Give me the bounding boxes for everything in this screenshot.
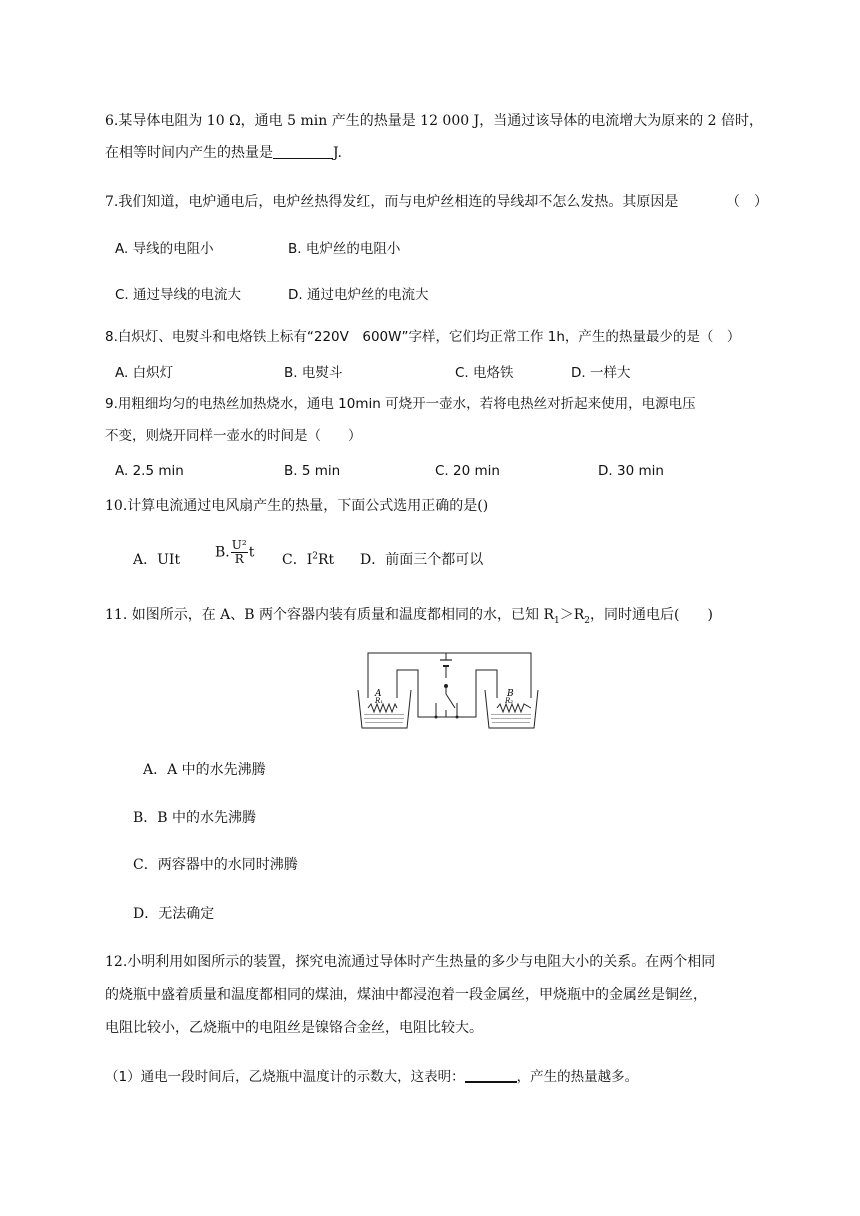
figure-label-r1: R₁ [375,697,384,705]
q12-sub1 [105,1067,638,1087]
q10-option-b[interactable] [215,539,254,566]
q6-unit: J. [333,145,342,161]
q10-option-d[interactable]: D．前面三个都可以 [360,552,484,568]
q10-option-b-t: t [248,544,255,561]
q10-fraction-denominator: R [234,552,244,566]
q8-stem: 8.白炽灯、电熨斗和电烙铁上标有“220V 600W”字样，它们均正常工作 1h，产生的热量最少的是（ ） [105,329,741,345]
q12-sub1-text: （1）通电一段时间后，乙烧瓶中温度计的示数大，这表明： [105,1069,465,1085]
q10-option-c-rt: Rt [317,552,335,568]
q12-line1: 12.小明利用如图所示的装置，探究电流通过导体时产生热量的多少与电阻大小的关系。在两个相同 [105,954,716,970]
q8-option-b[interactable]: B. 电熨斗 [284,365,343,381]
q7-answer-paren[interactable]: （ ） [726,194,768,210]
q11-option-b[interactable]: B．B 中的水先沸腾 [133,810,257,826]
figure-label-a: A [375,689,382,699]
q7-option-d[interactable]: D. 通过电炉丝的电流大 [288,287,429,303]
q8-option-a[interactable]: A. 白炽灯 [115,365,174,381]
q10-option-a[interactable]: A．UIt [133,552,181,568]
q11-option-a[interactable]: A．A 中的水先沸腾 [143,762,266,778]
switch-pivot [444,684,448,688]
q10-fraction-numerator: U² [231,538,247,552]
q10-stem: 10.计算电流通过电风扇产生的热量，下面公式选用正确的是() [105,498,489,514]
q6-line2 [105,143,342,163]
q8-option-d[interactable]: D. 一样大 [571,365,631,381]
q9-option-c[interactable]: C. 20 min [435,463,500,479]
q8-option-c[interactable]: C. 电烙铁 [455,365,514,381]
q12-line2: 的烧瓶中盛着质量和温度都相同的煤油，煤油中都浸泡着一段金属丝，甲烧瓶中的金属丝是铜丝， [105,987,707,1003]
q9-option-d[interactable]: D. 30 min [598,463,664,479]
q11-sub2: 2 [584,615,591,626]
figure-label-b: B [507,689,514,699]
q7-option-a[interactable]: A. 导线的电阻小 [115,241,214,257]
q9-option-a[interactable]: A. 2.5 min [115,463,184,479]
q11-stem-post: ，同时通电后( ) [590,607,713,623]
q10-option-b-letter: B. [215,544,230,561]
q6-line1: 6.某导体电阻为 10 Ω，通电 5 min 产生的热量是 12 000 J，当通过该导体的电流增大为原来的 2 倍时， [105,113,764,129]
q6-line2-text: 在相等时间内产生的热量是 [105,145,273,161]
q9-line2: 不变，则烧开同样一壶水的时间是（ ） [105,428,362,444]
q9-line1: 9.用粗细均匀的电热丝加热烧水，通电 10min 可烧开一壶水，若将电热丝对折起来使用，电源电压 [105,396,696,412]
q10-option-c[interactable] [282,549,334,569]
q6-answer-blank[interactable] [273,144,333,159]
q11-stem [105,605,713,631]
water-dots [364,714,531,723]
circuit-diagram [355,648,545,732]
q7-option-c[interactable]: C. 通过导线的电流大 [115,287,242,303]
q10-option-c-sup: 2 [312,551,318,562]
q12-answer-blank[interactable] [465,1067,517,1083]
q12-sub1-tail: ，产生的热量越多。 [516,1069,639,1085]
q10-fraction [231,539,248,566]
q11-option-c[interactable]: C．两容器中的水同时沸腾 [133,857,298,873]
q11-option-d[interactable]: D．无法确定 [133,906,215,922]
q11-stem-pre: 11. 如图所示，在 A、B 两个容器内装有质量和温度都相同的水，已知 R [105,607,555,623]
q9-option-b[interactable]: B. 5 min [284,463,341,479]
q7-option-b[interactable]: B. 电炉丝的电阻小 [288,241,401,257]
q11-stem-mid: ＞R [559,607,585,623]
q10-option-c-i: C．I [282,552,313,568]
figure-label-r2: R₂ [505,697,514,705]
q7-stem: 7.我们知道，电炉通电后，电炉丝热得发红，而与电炉丝相连的导线却不怎么发热。其原因是 [105,194,679,210]
q12-line3: 电阻比较小，乙烧瓶中的电阻丝是镍铬合金丝，电阻比较大。 [105,1020,483,1036]
q11-sub1: 1 [554,615,560,626]
